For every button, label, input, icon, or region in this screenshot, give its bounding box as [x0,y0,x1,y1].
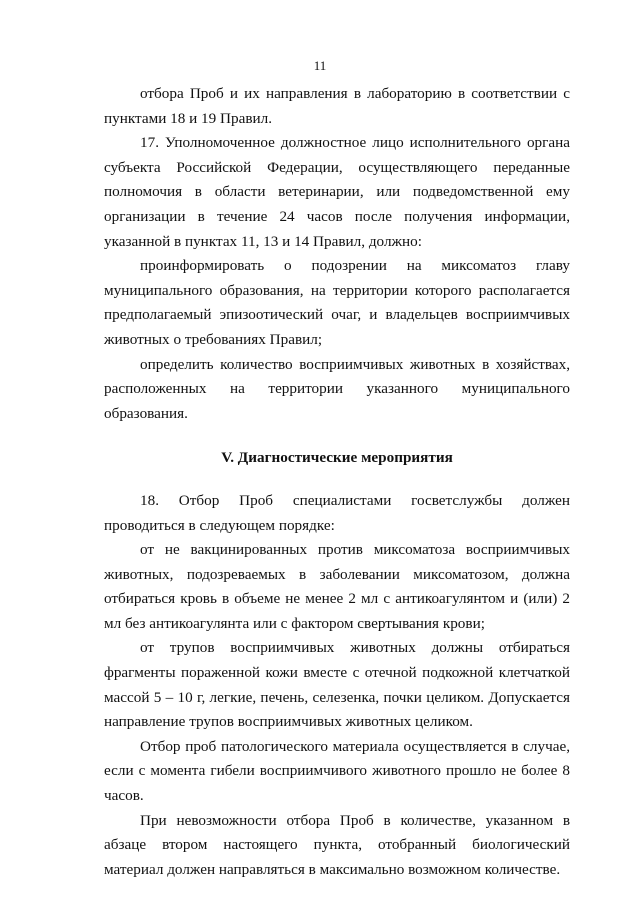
paragraph-blood-sampling: от не вакцинированных против миксоматоза восприимчивых животных, подозреваемых в заболевании миксоматозом, должна отбираться кровь в объеме не менее 2 мл с антикоагулянтом и (или) 2 мл без антикоагулянта или с фактором свертывания крови; [104,541,570,632]
paragraph-max-quantity: При невозможности отбора Проб в количестве, указанном в абзаце втором настоящего пункта, отобранный биологический материал должен направляться в максимально возможном количестве. [104,811,570,878]
paragraph-inform: проинформировать о подозрении на миксоматоз главу муниципального образования, на территории которого располагается предполагаемый эпизоотический очаг, и владельцев восприимчивых животных о требованиях Правил; [104,257,570,348]
paragraph-continuation: отбора Проб и их направления в лабораторию в соответствии с пунктами 18 и 19 Правил. [104,85,570,127]
paragraph-item-17: 17. Уполномоченное должностное лицо исполнительного органа субъекта Российской Федерации, осуществляющего переданные полномочия в области ветеринарии, или подведомственной ему организации в течение 24 часов после получения информации, указанной в пунктах 11, 13 и 14 Правил, должно: [104,134,570,250]
document-body [104,82,570,882]
paragraph-determine: определить количество восприимчивых животных в хозяйствах, расположенных на территории указанного муниципального образования. [104,355,570,422]
paragraph-item-18: 18. Отбор Проб специалистами госветслужбы должен проводиться в следующем порядке: [104,491,570,534]
page-number: 11 [313,58,327,73]
section-heading: V. Диагностические мероприятия [221,449,453,467]
paragraph-time-limit: Отбор проб патологического материала осуществляется в случае, если с момента гибели восприимчивого животного прошло не более 8 часов. [104,737,570,805]
paragraph-carcass-sampling: от трупов восприимчивых животных должны отбираться фрагменты пораженной кожи вместе с отечной подкожной клетчаткой массой 5 – 10 г, легкие, печень, селезенка, почки целиком. Допускается направление трупов восприимчивых животных целиком. [104,639,570,731]
